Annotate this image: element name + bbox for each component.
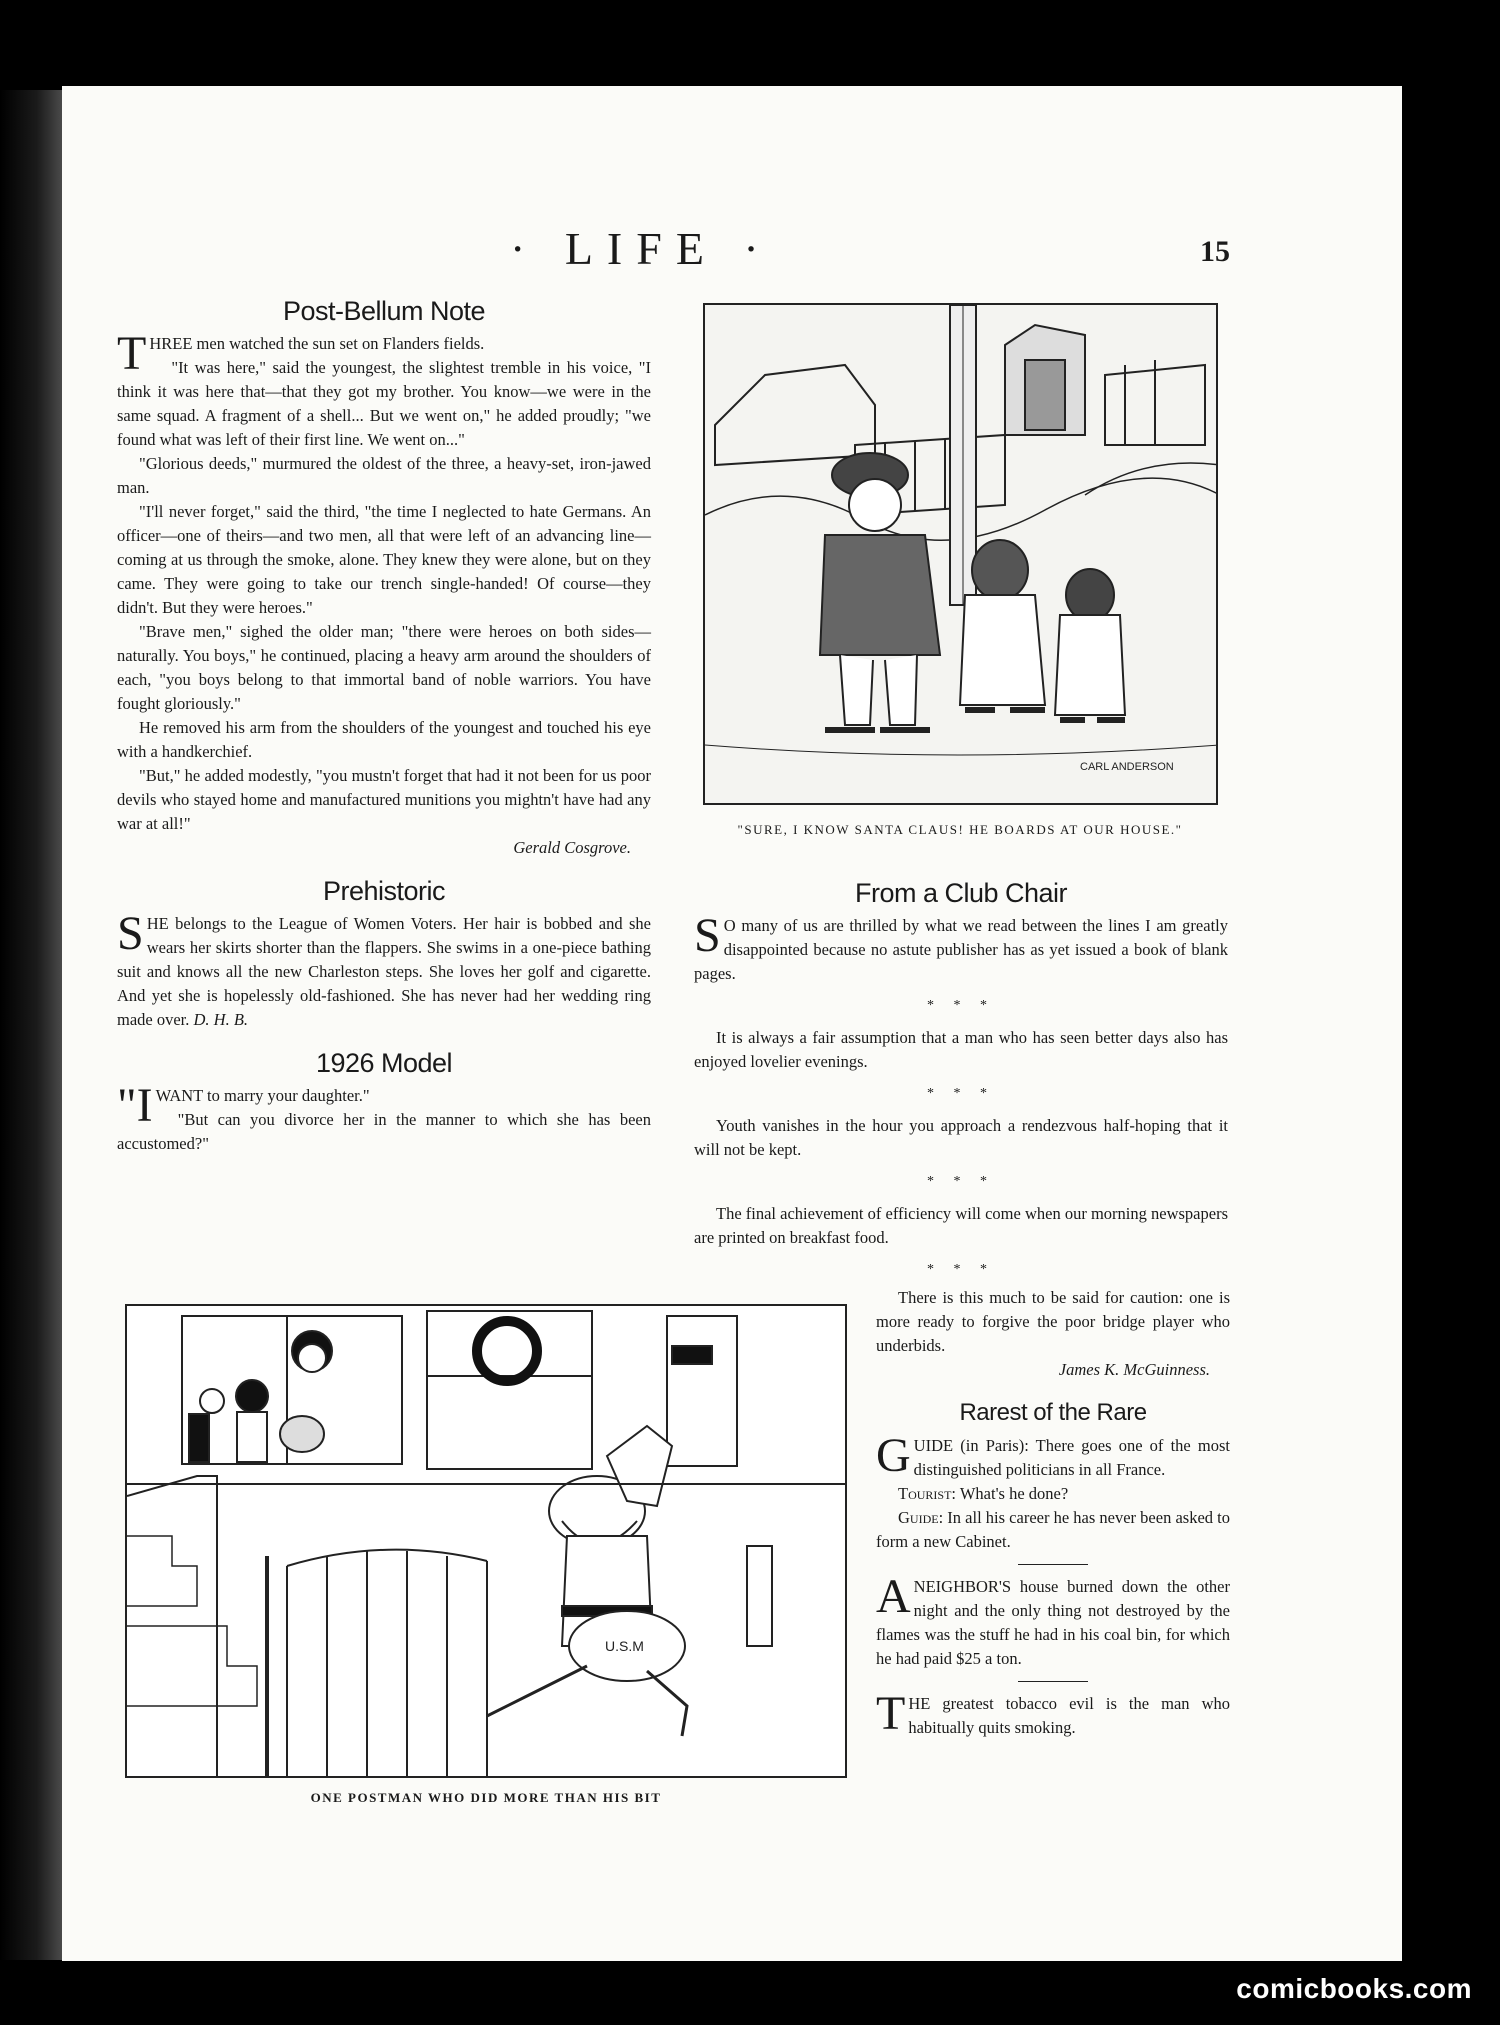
dropcap: S [117,907,144,960]
club-chair-tail [876,1286,1230,1740]
model-1926-title: 1926 Model [315,1048,453,1078]
club-chair-para: The final achievement of efficiency will come when our morning newspapers are printed on breakfast food. [694,1204,1228,1247]
dropcap: T [876,1687,906,1740]
left-column [117,294,651,1156]
tobacco-text: THE greatest tobacco evil is the man who habitually quits smoking. [876,1687,1230,1740]
prehistoric-title: Prehistoric [322,876,446,906]
club-chair-para: S O many of us are thrilled by what we read between the lines I am greatly disappointed because no astute publisher has as yet issued a book of blank pages. [694,909,1228,983]
club-chair-para: There is this much to be said for caution: one is more ready to forgive the poor bridge player who underbids. [876,1288,1230,1355]
post-bellum-para: He removed his arm from the shoulders of the youngest and touched his eye with a handkerchief. [117,718,651,761]
stars-divider: * * * [927,1262,995,1277]
post-bellum-para: "I'll never forget," said the third, "the time I neglected to hate Germans. An officer—one of theirs—and two men, all that were left of an advancing line—coming at us through the smoke, alone. They knew they were alone, but on they came. They were going to take our trench single-handed! Of course—they didn't. But they were heroes." [117,502,651,617]
dropcap: S [694,909,721,962]
club-chair-para: Youth vanishes in the hour you approach a rendezvous half-hoping that it will not be kept. [694,1116,1228,1159]
rarest-title: Rarest of the Rare [959,1399,1147,1426]
prehistoric-text: SHE belongs to the League of Women Voters. Her hair is bobbed and she wears her skirts shorter than the flappers. She swims in a one-piece bathing suit and knows all the new Charleston steps. She loves her golf and cigarette. And yet she is hopelessly old-fashioned. She has never had her wedding ring made over. D. H. B. [117,907,651,1029]
post-bellum-para: THREE men watched the sun set on Flanders fields. [117,327,485,380]
cartoon-drawing [127,1306,847,1778]
cartoon-top-caption: "SURE, I KNOW SANTA CLAUS! HE BOARDS AT OUR HOUSE." [737,822,1183,837]
page-number: 15 [1200,235,1230,268]
binding-shadow [0,90,62,1960]
rarest-tourist: Tourist: What's he done? [898,1484,1069,1503]
dropcap: "I [117,1079,153,1132]
post-bellum-para: "Brave men," sighed the older man; "there were heroes on both sides—naturally. You boys," he continued, placing a heavy arm around the shoulders of each, "you boys belong to that immortal band of noble warriors. You have fought gloriously." [117,622,651,713]
cartoon-santa-claus [703,303,1218,805]
post-bellum-para: "It was here," said the youngest, the slightest tremble in his voice, "I think it was here that—that they got my brother. You know—we were in the same squad. A fragment of a shell... But we went on," he added proudly; "we found what was left of their first line. We went on..." [117,358,651,449]
divider-rule [1018,1564,1088,1565]
club-chair-para: It is always a fair assumption that a man who has seen better days also has enjoyed lovelier evenings. [694,1028,1228,1071]
watermark: comicbooks.com [1236,1973,1472,2004]
rarest-guide: GUIDE (in Paris): There goes one of the most distinguished politicians in all France. [876,1429,1230,1482]
post-bellum-para: "But," he added modestly, "you mustn't forget that had it not been for us poor devils who stayed home and manufactured munitions you mightn't have had any war at all!" [117,766,651,833]
dropcap: T [117,327,147,380]
dropcap: G [876,1429,911,1482]
masthead: · LIFE · [510,223,773,274]
rarest-guide-reply: Guide: In all his career he has never been asked to form a new Cabinet. [876,1508,1230,1551]
model-1926-para: "But can you divorce her in the manner to which she has been accustomed?" [117,1110,651,1153]
club-chair-signature: James K. McGuinness. [1058,1360,1210,1379]
stars-divider: * * * [927,1174,995,1189]
stars-divider: * * * [927,998,995,1013]
mailbag-label: U.S.M [605,1638,644,1654]
club-chair-title: From a Club Chair [854,878,1068,908]
prehistoric-signature: D. H. B. [193,1010,249,1029]
post-bellum-title: Post-Bellum Note [282,296,486,326]
neighbor-text: ANEIGHBOR'S house burned down the other night and the only thing not destroyed by the flames was the stuff he had in his coal bin, for which he had paid $25 a ton. [876,1570,1230,1668]
dropcap: A [876,1570,911,1623]
artist-signature: CARL ANDERSON [1080,761,1174,773]
club-chair-column [694,876,1228,1290]
cartoon-bottom-caption: ONE POSTMAN WHO DID MORE THAN HIS BIT [310,1790,662,1805]
stars-divider: * * * [927,1086,995,1101]
post-bellum-para: "Glorious deeds," murmured the oldest of the three, a heavy-set, iron-jawed man. [117,454,651,497]
cartoon-drawing [705,305,1218,805]
divider-rule [1018,1681,1088,1682]
cartoon-postman [125,1304,847,1778]
model-1926-para: "IWANT to marry your daughter." [117,1079,370,1132]
post-bellum-signature: Gerald Cosgrove. [513,838,631,857]
